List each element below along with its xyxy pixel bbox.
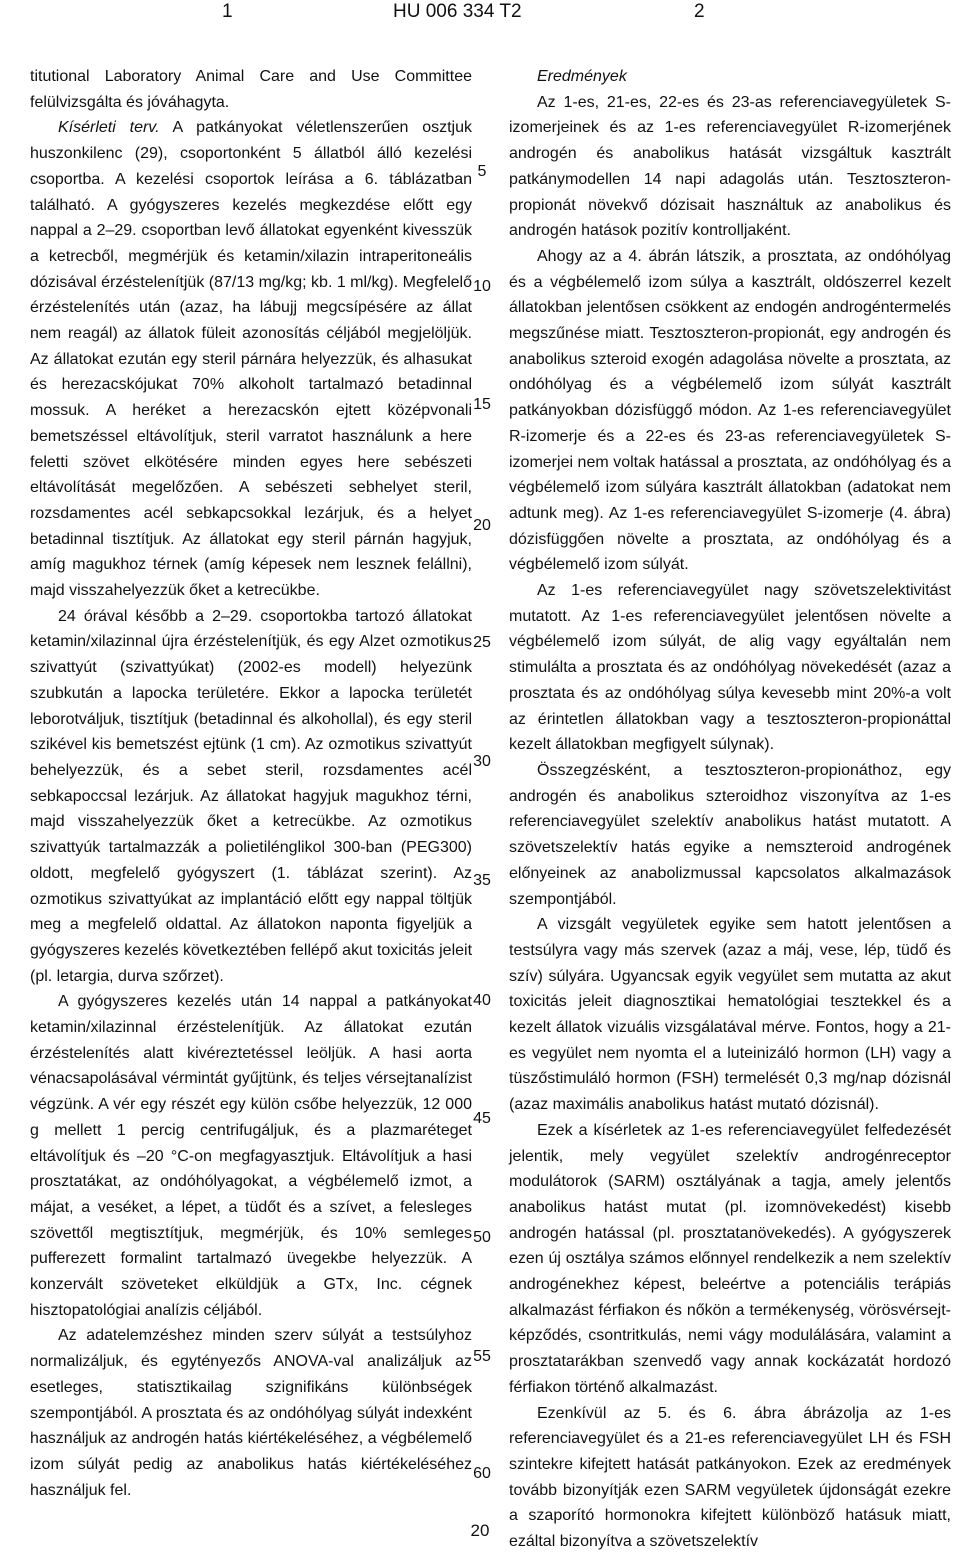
- line-number: 50: [473, 1229, 491, 1246]
- left-column: [30, 64, 472, 1503]
- right-column: [509, 64, 951, 1555]
- paragraph: Az 1-es referenciavegyület nagy szövetszelektivitást mutatott. Az 1-es referenciavegyület jelentősen növelte a végbélemelő izom súlyát, de alig vagy egyáltalán nem stimulálta a prosztata és az ondóhólyag növekedését (azaz a prosztata és az ondóhólyag súlya kevesebb mint 20%-a volt az érintetlen állatokban vagy a tesztoszteron-propionáttal kezelt állatokban megfigyelt súlynak).: [509, 582, 951, 754]
- line-number: 30: [473, 753, 491, 770]
- paragraph-text: A patkányokat véletlenszerűen osztjuk huszonkilenc (29), csoportonként 5 állatból álló kezelési csoportba. A kezelési csoportok leírása a 6. táblázatban található. A gyógyszeres kezelés megkezdése előtt egy nappal a 2–29. csoportban levő állatokat egyenként kivesszük a ketrecből, megmérjük és ketamin/xilazin intraperitoneális dózisával érzéstelenítjük (87/13 mg/kg; kb. 1 ml/kg). Megfelelő érzéstelenítés után (azaz, ha lábujj megcsípésére az állat nem reagál) az állatok füleit azonosítás céljából megjelöljük. Az állatokat ezután egy steril párnára helyezzük, és alhasukat és herezacskójukat 70% alkoholt tartalmazó betadinnal mossuk. A heréket a herezacskón ejtett középvonali bemetszéssel eltávolítjuk, steril varratot használunk a here feletti szövet elkötésére minden egyes here sebészeti eltávolítását megelőzően. A sebészeti sebhelyet steril, rozsdamentes acél sebkapcsokkal lezárjuk, és a helyet betadinnal tisztítjuk. Az állatokat egy steril párnán hagyjuk, amíg magukhoz térnek (amíg képesek nem lesznek felállni), majd visszahelyezzük őket a ketrecükbe.: [30, 119, 473, 600]
- line-number: 45: [473, 1110, 491, 1127]
- paragraph: Az 1-es, 21-es, 22-es és 23-as referenciavegyületek S-izomerjeinek és az 1-es referenciavegyület R-izomerjének androgén és anabolikus hatását vizsgáltuk kasztrált patkánymodellen 14 napi adagolás után. Tesztoszteron-propionát növekvő dózisait használtuk az anabolikus és androgén hatások pozitív kontrolljaként.: [509, 93, 951, 240]
- paragraph: titutional Laboratory Animal Care and Use Committee felülvizsgálta és jóváhagyta.: [30, 68, 472, 111]
- header-document-id: HU 006 334 T2: [393, 1, 522, 22]
- line-number: 10: [473, 278, 491, 295]
- paragraph: A vizsgált vegyületek egyike sem hatott jelentősen a testsúlyra vagy más szervek (azaz a máj, vese, lép, tüdő és szív) súlyára. Ugyancsak egyik vegyület sem mutatta az akut toxicitás jeleit diagnosztikai hematológiai tesztekkel és a kezelt állatok vizuális vizsgálatával mérve. Fontos, hogy a 21-es vegyület nem nyomta el a luteinizáló hormon (LH) vagy a tüszőstimuláló hormon (FSH) termelését 0,3 mg/nap dózisnál (azaz maximális anabolikus hatást mutató dózisnál).: [509, 916, 951, 1114]
- line-number: 20: [473, 517, 491, 534]
- paragraph: Ezenkívül az 5. és 6. ábra ábrázolja az 1-es referenciavegyület és a 21-es referenciavegyület LH és FSH szintekre kifejtett hatását patkányokon. Ezek az eredmények tovább bizonyítják ezen SARM vegyületek újdonságát ezekre a szaporító hormonokra kifejtett különböző hatásuk miatt, ezáltal bizonyítva a szövetszelektív: [509, 1404, 951, 1551]
- paragraph: A gyógyszeres kezelés után 14 nappal a patkányokat ketamin/xilazinnal érzéstelenítjük. Az állatokat ezután érzéstelenítés alatt kivéreztetéssel leöljük. A hasi aorta vénacsapolásával vérmintát gyűjtünk, és teljes vérsejtanalízist végzünk. A vér egy részét egy külön csőbe helyezzük, 12 000 g mellett 1 percig centrifugáljuk, és a plazmaréteget eltávolítjuk és –20 °C-on megfagyasztjuk. Eltávolítjuk a hasi prosztatákat, az ondóhólyagokat, a végbélemelő izmot, a májat, a veséket, a lépet, a tüdőt és a szívet, a felesleges szövettől megtisztítjuk, megmérjük, és 10% semleges pufferezett formalint tartalmazó üvegekbe helyezzük. A konzervált szöveteket elküldjük a GTx, Inc. cégnek hisztopatológiai analízis céljából.: [30, 993, 472, 1319]
- header-page-right: 2: [694, 1, 705, 22]
- line-number: 25: [473, 634, 491, 651]
- line-number: 55: [473, 1348, 491, 1365]
- line-number: 60: [473, 1465, 491, 1482]
- paragraph: [30, 115, 472, 603]
- page-number: 20: [470, 1521, 490, 1540]
- section-label: Kísérleti terv.: [58, 119, 160, 137]
- paragraph: Összegzésként, a tesztoszteron-propionáthoz, egy androgén és anabolikus szteroidhoz viszonyítva az 1-es referenciavegyület szelektív anabolikus hatást mutatott. A szövetszelektív hatás egyike a nemszteroid androgének előnyeinek az anabolizmussal kapcsolatos alkalmazások szempontjából.: [509, 761, 951, 908]
- line-number: 15: [473, 396, 491, 413]
- line-number: 5: [477, 163, 487, 180]
- line-number: 40: [473, 992, 491, 1009]
- header-page-left: 1: [222, 1, 233, 22]
- paragraph: Ezek a kísérletek az 1-es referenciavegyület felfedezését jelentik, mely vegyület szelektív androgénreceptor modulátorok (SARM) osztályának a tagja, amely jelentős anabolikus hatást mutat (pl. izomnövekedést) kisebb androgén hatással (pl. prosztatanövekedés). A gyógyszerek ezen új osztálya számos előnnyel rendelkezik a nem szelektív androgénekhez képest, beleértve a potenciális terápiás alkalmazást férfiakon és nőkön a termékenység, vörösvérsejt-képződés, csontritkulás, nemi vágy modulálására, valamint a prosztatarákban szenvedő vagy annak kockázatát hordozó férfiakon történő alkalmazást.: [509, 1121, 951, 1396]
- paragraph: Az adatelemzéshez minden szerv súlyát a testsúlyhoz normalizáljuk, és egytényezős ANOVA-val analizáljuk az esetleges, statisztikailag szignifikáns különbségek szempontjából. A prosztata és az ondóhólyag súlyát indexként használjuk az androgén hatás kiértékeléséhez, a végbélemelő izom súlyát pedig az anabolikus hatás kiértékeléséhez használjuk fel.: [30, 1327, 472, 1499]
- paragraph: Ahogy az a 4. ábrán látszik, a prosztata, az ondóhólyag és a végbélemelő izom súlya a kasztrált, oldószerrel kezelt állatokban jelentősen csökkent az endogén androgéntermelés megszűnése miatt. Tesztoszteron-propionát, egy androgén és anabolikus szteroid exogén adagolása növelte a prosztata, az ondóhólyag és a végbélemelő izom súlyát kasztrált patkányokban dózisfüggő módon. Az 1-es referenciavegyület R-izomerje és a 22-es és 23-as referenciavegyületek S-izomerjei nem voltak hatással a prosztata, az ondóhólyag és a végbélemelő izom súlyára kasztrált állatokban (adatokat nem adtunk meg). Az 1-es referenciavegyület S-izomerje (4. ábra) dózisfüggően növelte a prosztata, az ondóhólyag és a végbélemelő izom súlyát.: [509, 247, 951, 574]
- section-heading: Eredmények: [537, 68, 627, 85]
- paragraph: 24 órával később a 2–29. csoportokba tartozó állatokat ketamin/xilazinnal újra érzéstelenítjük, és egy Alzet ozmotikus szivattyút (szivattyúkat) (2002-es modell) helyezünk szubkután a lapocka területére. Ekkor a lapocka területét leborotváljuk, tisztítjuk (betadinnal és alkohollal), és egy steril szikével kis bemetszést ejtünk (1 cm). Az ozmotikus szivattyút behelyezzük, és a sebet steril, rozsdamentes acél sebkapoccsal lezárjuk. Az állatokat hagyjuk magukhoz térni, majd visszahelyezzük őket a ketrecükbe. Az ozmotikus szivattyúk tartalmazzák a polietilénglikol 300-ban (PEG300) oldott, megfelelő gyógyszert (1. táblázat szerint). Az ozmotikus szivattyúkat az implantáció előtt egy nappal töltjük meg a megfelelő oldattal. Az állatokon naponta figyeljük a gyógyszeres kezelés következtében fellépő akut toxicitás jeleit (pl. letargia, durva szőrzet).: [30, 607, 473, 985]
- line-number: 35: [473, 872, 491, 889]
